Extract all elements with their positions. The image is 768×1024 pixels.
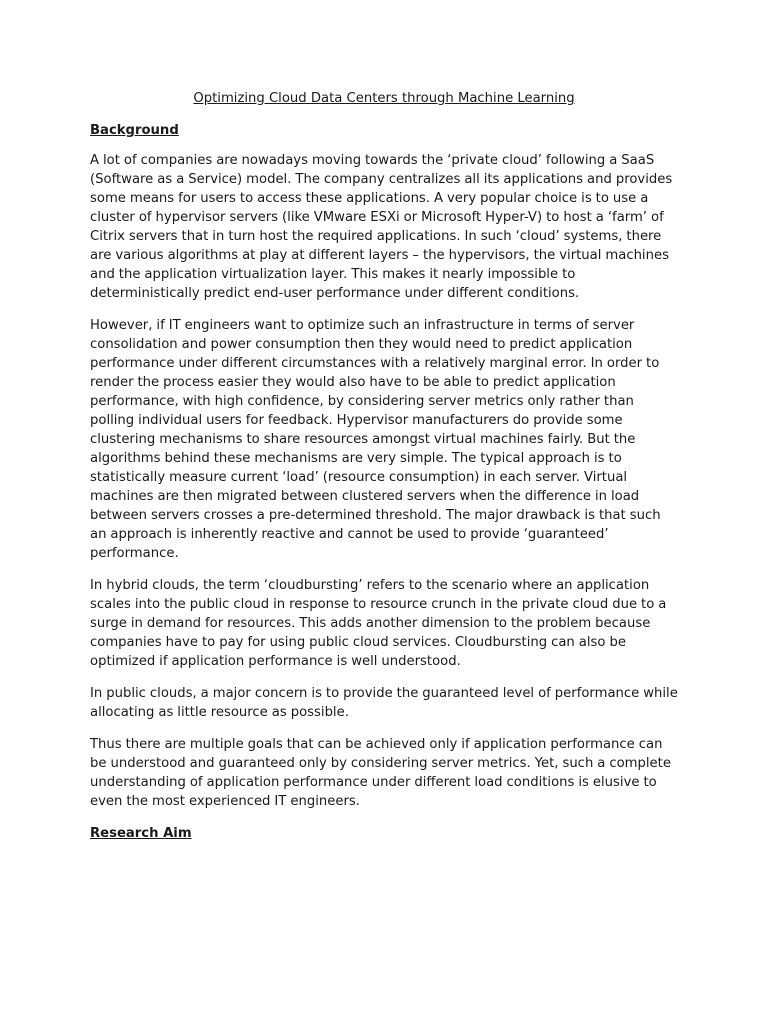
background-heading: Background xyxy=(90,123,179,138)
paragraph-optimization: However, if IT engineers want to optimize such an infrastructure in terms of server consolidation and power consumption then they would need to predict application performance under different circumstances with a relatively marginal error. In order to render the process easier they would also have to be able to predict application performance, with high confidence, by considering server metrics only rather than polling individual users for feedback. Hypervisor manufacturers do provide some clustering mechanisms to share resources amongst virtual machines fairly. But the algorithms behind these mechanisms are very simple. The typical approach is to statistically measure current ‘load’ (resource consumption) in each server. Virtual machines are then migrated between clustered servers when the difference in load between servers crosses a pre-determined threshold. The major drawback is that such an approach is inherently reactive and cannot be used to provide ‘guaranteed’ performance. xyxy=(90,318,661,561)
document-title: Optimizing Cloud Data Centers through Machine Learning xyxy=(193,91,575,106)
research-aim-heading: Research Aim xyxy=(90,826,192,841)
paragraph-public-clouds: In public clouds, a major concern is to provide the guaranteed level of performance while allocating as little resource as possible. xyxy=(90,686,678,720)
paragraph-multiple-goals: Thus there are multiple goals that can be achieved only if application performance can be understood and guaranteed only by considering server metrics. Yet, such a complete understanding of application performance under different load conditions is elusive to even the most experienced IT engineers. xyxy=(90,737,671,809)
paragraph-private-cloud: A lot of companies are nowadays moving towards the ‘private cloud’ following a SaaS (Software as a Service) model. The company centralizes all its applications and provides some means for users to access these applications. A very popular choice is to use a cluster of hypervisor servers (like VMware ESXi or Microsoft Hyper-V) to host a ‘farm’ of Citrix servers that in turn host the required applications. In such ‘cloud’ systems, there are various algorithms at play at different layers – the hypervisors, the virtual machines and the application virtualization layer. This makes it nearly impossible to deterministically predict end-user performance under different conditions. xyxy=(90,153,673,301)
paragraph-hybrid-clouds: In hybrid clouds, the term ‘cloudbursting’ refers to the scenario where an application scales into the public cloud in response to resource crunch in the private cloud due to a surge in demand for resources. This adds another dimension to the problem because companies have to pay for using public cloud services. Cloudbursting can also be optimized if application performance is well understood. xyxy=(90,578,667,669)
document-body xyxy=(90,89,678,854)
